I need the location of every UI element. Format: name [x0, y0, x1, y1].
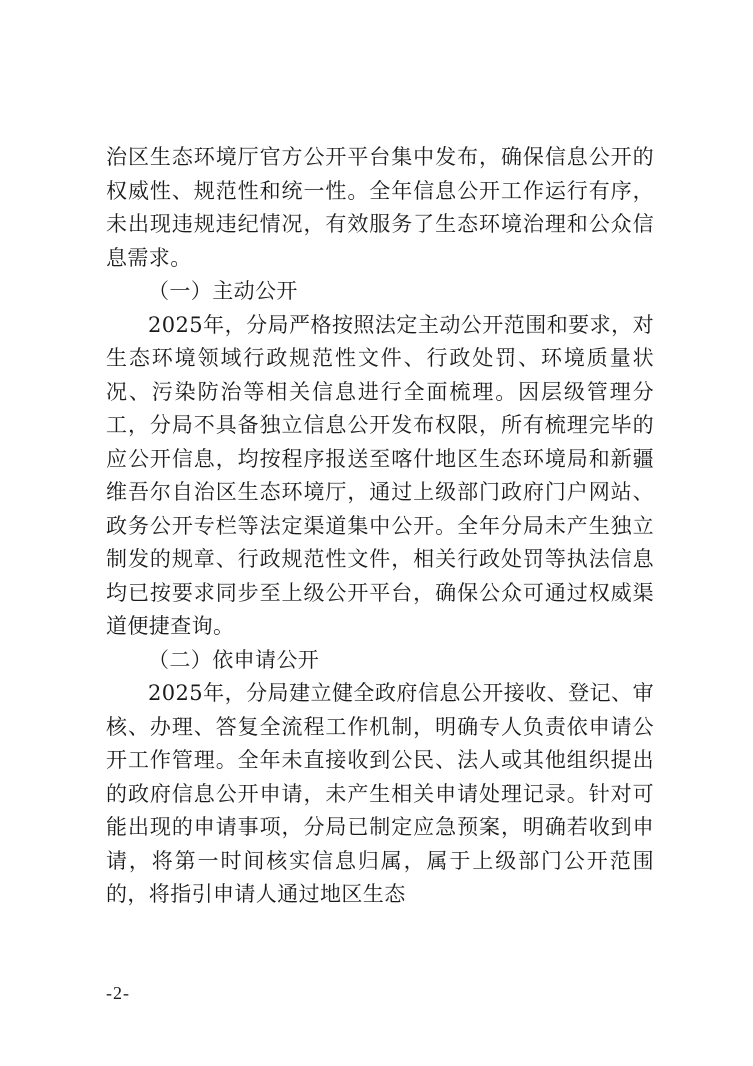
paragraph-continuation: 治区生态环境厅官方公开平台集中发布，确保信息公开的权威性、规范性和统一性。全年信息公开工作运行有序，未出现违规违纪情况，有效服务了生态环境治理和公众信息需求。 [106, 145, 654, 270]
paragraph-active-disclosure: 2025年，分局严格按照法定主动公开范围和要求，对生态环境领域行政规范性文件、行政处罚、环境质量状况、污染防治等相关信息进行全面梳理。因层级管理分工，分局不具备独立信息公开发布权限，所有梳理完毕的应公开信息，均按程序报送至喀什地区生态环境局和新疆维吾尔自治区生态环境厅，通过上级部门政府门户网站、政务公开专栏等法定渠道集中公开。全年分局未产生独立制发的规章、行政规范性文件，相关行政处罚等执法信息均已按要求同步至上级公开平台，确保公众可通过权威渠道便捷查询。 [106, 312, 654, 638]
paragraph-request-disclosure: 2025年，分局建立健全政府信息公开接收、登记、审核、办理、答复全流程工作机制，明确专人负责依申请公开工作管理。全年未直接收到公民、法人或其他组织提出的政府信息公开申请，未产生相关申请处理记录。针对可能出现的申请事项，分局已制定应急预案，明确若收到申请，将第一时间核实信息归属，属于上级部门公开范围的，将指引申请人通过地区生态 [106, 681, 654, 906]
document-body [106, 141, 654, 912]
page-number: -2- [106, 983, 130, 1003]
section-heading-request-disclosure: （二）依申请公开 [148, 647, 320, 672]
section-heading-active-disclosure: （一）主动公开 [148, 279, 298, 303]
